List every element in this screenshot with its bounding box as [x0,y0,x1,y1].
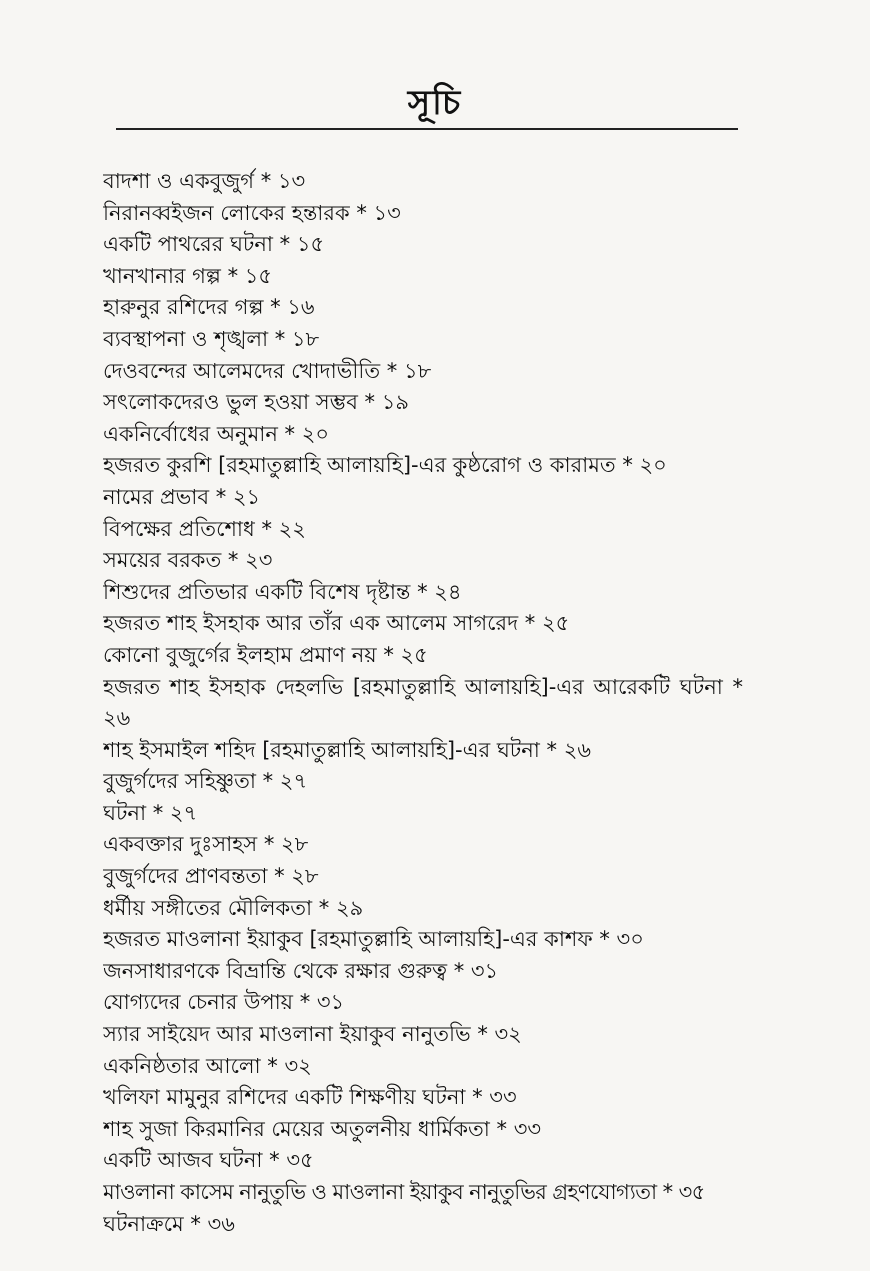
toc-entry: শিশুদের প্রতিভার একটি বিশেষ দৃষ্টান্ত * ২৪ [103,579,462,604]
toc-entry: ধর্মীয় সঙ্গীতের মৌলিকতা * ২৯ [103,895,364,920]
toc-entry: হজরত কুরশি [রহমাতুল্লাহি আলায়হি]-এর কুষ্ঠরোগ ও কারামত * ২০ [103,453,667,478]
toc-entry: একনির্বোধের অনুমান * ২০ [103,421,330,446]
toc-entry: সৎলোকদেরও ভুল হওয়া সম্ভব * ১৯ [103,390,409,415]
toc-entry: একবক্তার দুঃসাহস * ২৮ [103,832,309,857]
table-of-contents [103,166,743,1240]
toc-entry: বুজুর্গদের সহিষ্ণুতা * ২৭ [103,769,308,794]
toc-entry: নামের প্রভাব * ২১ [103,484,261,509]
toc-entry: একনিষ্ঠতার আলো * ৩২ [103,1053,312,1078]
toc-entry: খলিফা মামুনুর রশিদের একটি শিক্ষণীয় ঘটনা * ৩৩ [103,1085,517,1110]
title-underline [116,128,738,130]
toc-entry: ঘটনাক্রমে * ৩৬ [103,1211,235,1236]
toc-entry: একটি আজব ঘটনা * ৩৫ [103,1148,314,1173]
page-title: সূচি [407,83,463,123]
toc-entry: মাওলানা কাসেম নানুতুভি ও মাওলানা ইয়াকুব নানুতুভির গ্রহণযোগ্যতা * ৩৫ [103,1180,705,1204]
toc-entry: হারুনুর রশিদের গল্প * ১৬ [103,295,315,320]
toc-entry: হজরত মাওলানা ইয়াকুব [রহমাতুল্লাহি আলায়হি]-এর কাশফ * ৩০ [103,927,644,952]
toc-entry: সময়ের বরকত * ২৩ [103,548,273,573]
toc-entry: শাহ ইসমাইল শহিদ [রহমাতুল্লাহি আলায়হি]-এর ঘটনা * ২৬ [103,737,592,762]
toc-entry: হজরত শাহ ইসহাক দেহলভি [রহমাতুল্লাহি আলায়হি]-এর আরেকটি ঘটনা * ২৬ [103,674,743,731]
toc-entry: যোগ্যদের চেনার উপায় * ৩১ [103,990,345,1015]
toc-entry: বাদশা ও একবুজুর্গ * ১৩ [103,169,306,193]
toc-entry: স্যার সাইয়েদ আর মাওলানা ইয়াকুব নানুতভি * ৩২ [103,1022,522,1047]
toc-entry: বুজুর্গদের প্রাণবন্ততা * ২৮ [103,864,319,889]
toc-entry: জনসাধারণকে বিভ্রান্তি থেকে রক্ষার গুরুত্ব * ৩১ [103,958,499,983]
toc-entry: দেওবন্দের আলেমদের খোদাভীতি * ১৮ [103,358,432,383]
toc-entry: কোনো বুজুর্গের ইলহাম প্রমাণ নয় * ২৫ [103,642,428,667]
toc-entry: ঘটনা * ২৭ [103,800,198,825]
toc-entry: ব্যবস্থাপনা ও শৃঙ্খলা * ১৮ [103,326,320,351]
toc-entry: শাহ সুজা কিরমানির মেয়ের অতুলনীয় ধার্মিকতা * ৩৩ [103,1116,542,1141]
toc-entry: একটি পাথরের ঘটনা * ১৫ [103,232,325,257]
toc-entry: খানখানার গল্প * ১৫ [103,263,273,288]
toc-entry: বিপক্ষের প্রতিশোধ * ২২ [103,516,306,541]
toc-entry: নিরানব্বইজন লোকের হন্তারক * ১৩ [103,200,401,225]
toc-entry: হজরত শাহ ইসহাক আর তাঁর এক আলেম সাগরেদ * ২৫ [103,611,570,636]
